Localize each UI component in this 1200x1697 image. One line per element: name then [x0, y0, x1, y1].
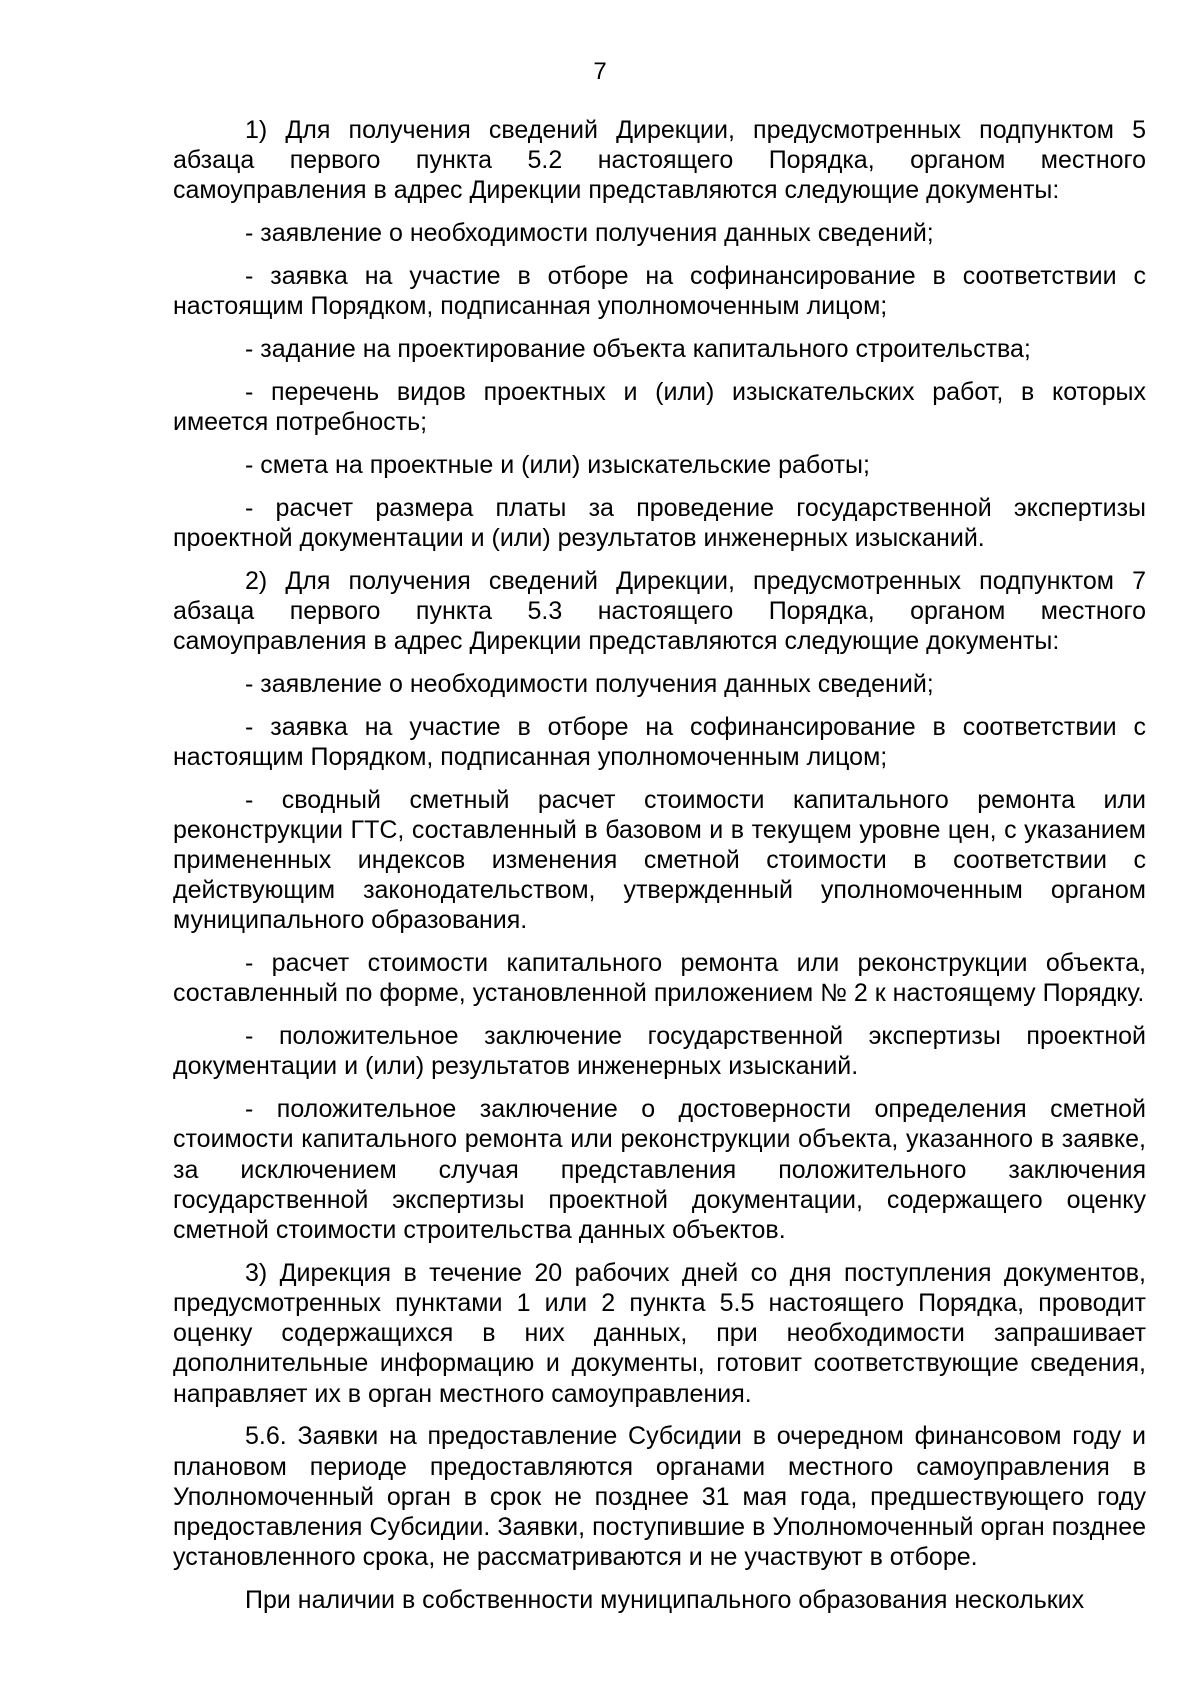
paragraph-item-3: 3) Дирекция в течение 20 рабочих дней со дня поступления документов, предусмотренных пунктами 1 или 2 пункта 5.5 настоящего Порядка, проводит оценку содержащихся в них данных, при необходимости запрашивает дополнительные информацию и документы, готовит соответствующие сведения, направляет их в орган местного самоуправления. — [173, 1258, 1146, 1408]
paragraph-section-5-6: 5.6. Заявки на предоставление Субсидии в очередном финансовом году и плановом периоде предоставляются органами местного самоуправления в Уполномоченный орган в срок не позднее 31 мая года, предшествующего году предоставления Субсидии. Заявки, поступившие в Уполномоченный орган позднее установленного срока, не рассматриваются и не участвуют в отборе. — [173, 1422, 1146, 1572]
list-item-expertise-fee: - расчет размера платы за проведение государственной экспертизы проектной документации и (или) результатов инженерных изысканий. — [173, 493, 1146, 552]
list-item-selection-request-1: - заявка на участие в отборе на софинансирование в соответствии с настоящим Порядком, подписанная уполномоченным лицом; — [173, 262, 1146, 321]
page-number: 7 — [593, 58, 607, 85]
paragraph-item-1-intro: 1) Для получения сведений Дирекции, предусмотренных подпунктом 5 абзаца первого пункта 5.2 настоящего Порядка, органом местного самоуправления в адрес Дирекции представляются следующие документы: — [173, 116, 1146, 205]
list-item-summary-estimate: - сводный сметный расчет стоимости капитального ремонта или реконструкции ГТС, составленный в базовом и в текущем уровне цен, с указанием примененных индексов изменения сметной стоимости в соответствии с действующим законодательством, утвержденный уполномоченным органом муниципального образования. — [173, 785, 1146, 935]
paragraph-item-2-intro: 2) Для получения сведений Дирекции, предусмотренных подпунктом 7 абзаца первого пункта 5.3 настоящего Порядка, органом местного самоуправления в адрес Дирекции представляются следующие документы: — [173, 566, 1146, 655]
list-item-cost-calculation: - расчет стоимости капитального ремонта или реконструкции объекта, составленный по форме, установленной приложением № 2 к настоящему Порядку. — [173, 949, 1146, 1008]
list-item-works-list: - перечень видов проектных и (или) изыскательских работ, в которых имеется потребность; — [173, 377, 1146, 436]
list-item-reliability-conclusion: - положительное заключение о достоверности определения сметной стоимости капитального ремонта или реконструкции объекта, указанного в заявке, за исключением случая представления положительного заключения государственной экспертизы проектной документации, содержащего оценку сметной стоимости строительства данных объектов. — [173, 1095, 1146, 1245]
paragraph-continuation: При наличии в собственности муниципального образования нескольких — [245, 1586, 1085, 1615]
list-item-application-2: - заявление о необходимости получения данных сведений; — [245, 669, 934, 698]
document-body — [173, 115, 1146, 1628]
list-item-selection-request-2: - заявка на участие в отборе на софинансирование в соответствии с настоящим Порядком, подписанная уполномоченным лицом; — [173, 712, 1146, 771]
list-item-design-assignment: - задание на проектирование объекта капитального строительства; — [245, 335, 1031, 363]
list-item-application-1: - заявление о необходимости получения данных сведений; — [245, 219, 934, 248]
list-item-estimate: - смета на проектные и (или) изыскательские работы; — [245, 450, 870, 479]
list-item-state-expertise-conclusion: - положительное заключение государственной экспертизы проектной документации и (или) результатов инженерных изысканий. — [173, 1022, 1146, 1081]
